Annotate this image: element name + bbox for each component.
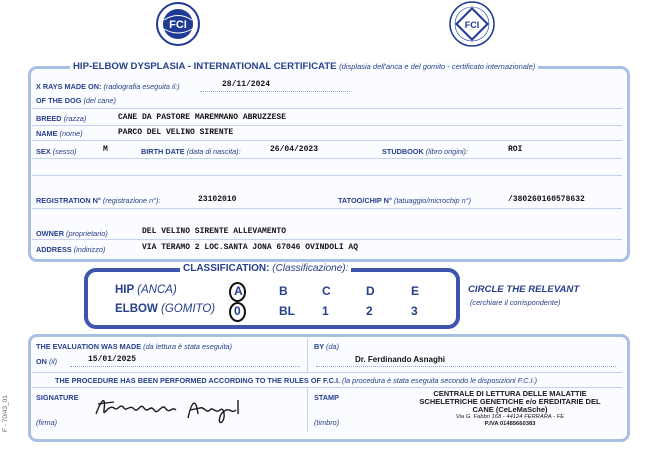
- sex-value: M: [103, 145, 108, 154]
- stamp-line-2: SCHELETRICHE GENETICHE e/o EREDITARIE DEL: [419, 397, 601, 406]
- studbook-value: ROI: [508, 145, 523, 154]
- divider: [32, 175, 622, 176]
- of-the-dog-label: OF THE DOG (del cane): [36, 96, 116, 105]
- elbow-grade-0[interactable]: 0: [234, 304, 241, 318]
- certificate-title-en: HIP-ELBOW DYSPLASIA - INTERNATIONAL CERTIFICATE: [73, 61, 337, 72]
- xray-date-value: 28/11/2024: [222, 80, 271, 89]
- evaluation-by-label: BY (da): [314, 342, 340, 351]
- elbow-grade-bl[interactable]: BL: [279, 304, 295, 318]
- divider: [32, 239, 622, 240]
- registration-value: 23102010: [198, 195, 237, 204]
- stamp-line-1: CENTRALE DI LETTURA DELLE MALATTIE: [433, 389, 587, 398]
- stamp-line-3: CANE (CeLeMaSche): [472, 405, 548, 414]
- evaluation-by-line: [316, 366, 616, 367]
- stamp-line-4: Via G. Fabbri 168 - 44124 FERRARA - FE: [455, 414, 565, 420]
- fci-logo-right: [432, 0, 512, 48]
- signature-label-it: (firma): [36, 418, 58, 427]
- owner-value: DEL VELINO SIRENTE ALLEVAMENTO: [142, 227, 287, 236]
- birth-date-label: BIRTH DATE (data di nascita):: [141, 147, 241, 156]
- divider: [32, 108, 622, 109]
- evaluation-date-value: 15/01/2025: [88, 355, 137, 364]
- elbow-row-label: ELBOW (GOMITO): [115, 303, 216, 315]
- certificate-frame: [28, 66, 630, 262]
- circle-the-relevant-subtitle: (cerchiare il corrispondente): [470, 298, 561, 307]
- divider: [32, 372, 622, 373]
- birth-date-value: 26/04/2023: [270, 145, 319, 154]
- address-value: VIA TERAMO 2 LOC.SANTA JONA 67046 OVINDOLI AQ: [142, 243, 359, 252]
- divider: [32, 140, 622, 141]
- elbow-grade-3[interactable]: 3: [411, 304, 418, 318]
- fci-logo-right-text: FCI: [464, 20, 480, 30]
- owner-label: OWNER (proprietario): [36, 229, 108, 238]
- signature-divider-vertical: [307, 388, 308, 432]
- studbook-label: STUDBOOK (libro origini):: [382, 147, 468, 156]
- registration-label: REGISTRATION N° (registrazione n°):: [36, 196, 161, 205]
- tatoo-chip-label: TATOO/CHIP N° (tatuaggio/microchip n°): [338, 196, 472, 205]
- side-form-code: F - 70/43_01: [2, 395, 9, 432]
- evaluation-by-value: Dr. Ferdinando Asnaghi: [355, 355, 445, 364]
- divider: [32, 125, 622, 126]
- handwritten-signature: [92, 392, 262, 426]
- fci-logo-left: [150, 1, 206, 47]
- elbow-grade-1[interactable]: 1: [322, 304, 329, 318]
- name-value: PARCO DEL VELINO SIRENTE: [118, 128, 234, 137]
- certificate-title: [70, 61, 538, 72]
- hip-grade-selected-circle: [229, 282, 246, 302]
- procedure-text: THE PROCEDURE HAS BEEN PERFORMED ACCORDING TO THE RULES OF F.C.I. (la procedura è stata eseguita secondo le disposizioni F.C.I.): [55, 376, 538, 385]
- signature-label: SIGNATURE: [36, 393, 79, 402]
- stamp-block: [410, 390, 610, 428]
- sex-label: SEX (sesso): [36, 147, 77, 156]
- hip-row-label: HIP (ANCA): [115, 284, 177, 296]
- name-label: NAME (nome): [36, 129, 83, 138]
- hip-grade-b[interactable]: B: [279, 284, 288, 298]
- fci-logo-left-text: FCI: [169, 19, 187, 31]
- classification-title: CLASSIFICATION: (Classificazione):: [180, 263, 351, 274]
- xray-date-label: X RAYS MADE ON: (radiografia eseguita il:): [36, 82, 180, 91]
- stamp-label: STAMP: [314, 393, 339, 402]
- hip-grade-c[interactable]: C: [322, 284, 331, 298]
- hip-grade-d[interactable]: D: [366, 284, 375, 298]
- elbow-grade-selected-circle: [229, 302, 246, 322]
- divider: [32, 387, 622, 388]
- breed-label: BREED (razza): [36, 114, 87, 123]
- evaluation-date-line: [70, 366, 300, 367]
- divider: [32, 208, 622, 209]
- classification-box: [84, 268, 460, 329]
- divider: [32, 158, 622, 159]
- evaluation-made-label: THE EVALUATION WAS MADE (da lettura è stata eseguita): [36, 342, 233, 351]
- hip-grade-e[interactable]: E: [411, 284, 420, 298]
- address-label: ADDRESS (indirizzo): [36, 245, 106, 254]
- evaluation-divider-vertical: [307, 338, 308, 372]
- stamp-line-5: P.IVA 01485660383: [484, 421, 536, 427]
- breed-value: CANE DA PASTORE MAREMMANO ABRUZZESE: [118, 113, 287, 122]
- chip-value: /380260160578632: [508, 195, 585, 204]
- xray-date-line: [200, 91, 350, 92]
- stamp-label-it: (timbro): [314, 418, 340, 427]
- elbow-grade-2[interactable]: 2: [366, 304, 373, 318]
- hip-grade-a[interactable]: A: [234, 284, 243, 298]
- circle-the-relevant-title: CIRCLE THE RELEVANT: [468, 284, 580, 295]
- evaluation-on-label: ON (il): [36, 357, 58, 366]
- certificate-title-it: (displasia dell'anca e del gomito - certificato internazionale): [339, 62, 536, 71]
